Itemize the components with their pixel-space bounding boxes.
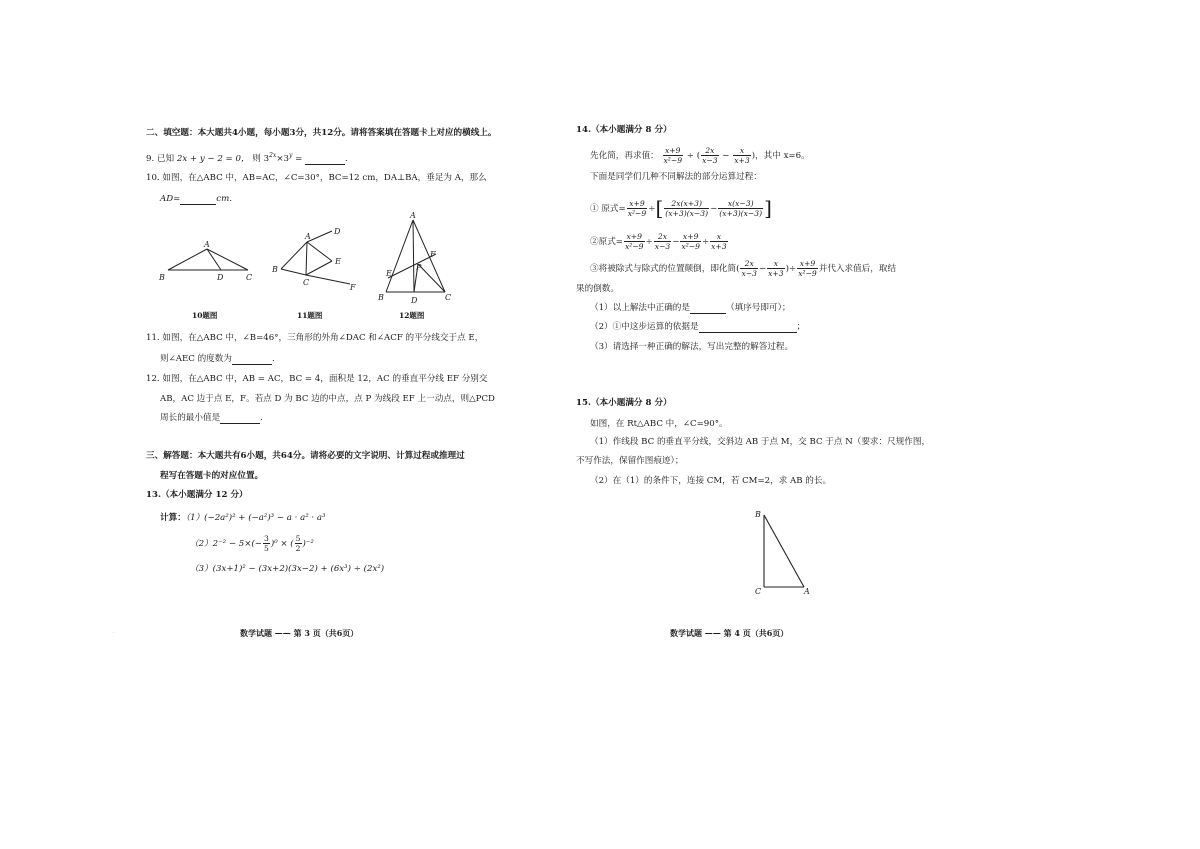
q14-solution-3 bbox=[590, 259, 896, 278]
q10-unit: cm. bbox=[216, 194, 232, 204]
answer-blank bbox=[180, 195, 216, 205]
fig10-label-c: C bbox=[246, 273, 253, 282]
answer-blank bbox=[305, 155, 345, 165]
q14-s2-prefix: ②原式= bbox=[590, 237, 623, 247]
q14-solution-3-line2: 果的倒数。 bbox=[576, 284, 619, 294]
q14-minus: − bbox=[722, 151, 730, 161]
question-10-line2 bbox=[160, 194, 232, 205]
fig11-label-c: C bbox=[303, 278, 310, 287]
q14-p2-prefix: （2）①中这步运算的依据是 bbox=[590, 322, 699, 332]
q14-s3-prefix: ③将被除式与除式的位置颠倒，即化简( bbox=[590, 264, 740, 274]
q9-prefix: 9. 已知 bbox=[146, 154, 175, 164]
q9-base1: 3 bbox=[263, 154, 270, 164]
q14-s3-post: 并代入求值后，取结 bbox=[818, 264, 897, 274]
q9-times: × bbox=[276, 154, 284, 164]
fig15-label-a: A bbox=[804, 587, 810, 596]
fig15-label-c: C bbox=[755, 587, 762, 596]
fig12-label-d: D bbox=[411, 296, 418, 305]
fig11-label-e: E bbox=[335, 257, 341, 266]
question-11-line2: 则∠AEC 的度数为 . bbox=[160, 354, 275, 364]
q13-frac1: $\frac{3}{5}$ bbox=[264, 534, 269, 553]
q13-calc-label: 计算： bbox=[160, 513, 186, 523]
q14-s2-frac1: $\frac{x+9}{\text{x²−9}}$ bbox=[624, 232, 644, 251]
question-14-title: 14.（本小题满分 8 分） bbox=[576, 125, 672, 135]
fig10-label-a: A bbox=[204, 240, 210, 249]
q12-prefix: 周长的最小值是 bbox=[160, 413, 221, 423]
fig12-caption: 12题图 bbox=[399, 311, 425, 320]
fig11-label-f: F bbox=[350, 283, 356, 292]
question-15-line1: 如图，在 Rt△ABC 中，∠C=90°。 bbox=[590, 419, 728, 429]
fig12-label-f: F bbox=[430, 250, 436, 259]
question-12-line3: 周长的最小值是 . bbox=[160, 413, 263, 423]
q13-expr2-post: )⁻² bbox=[302, 539, 314, 549]
section3-header-line1: 三、解答题：本大题共有6小题，共64分。请将必要的文字说明、计算过程或推理过 bbox=[146, 451, 465, 461]
question-14-line2: 下面是同学们几种不同解法的部分运算过程： bbox=[590, 172, 762, 182]
fig11-label-d: D bbox=[334, 227, 341, 236]
q11-prefix: 则∠AEC 的度数为 bbox=[160, 354, 232, 364]
q14-s1-minus: − bbox=[710, 204, 718, 214]
fig11-label-a: A bbox=[305, 232, 311, 241]
fig11-caption: 11题图 bbox=[297, 311, 323, 320]
question-12-line2: AB，AC 边于点 E，F。若点 D 为 BC 边的中点，点 P 为线段 EF 上一动点，则△PCD bbox=[160, 394, 495, 404]
figure-12 bbox=[377, 212, 451, 305]
q14-s2-op2: − bbox=[672, 237, 680, 247]
question-15-line4: （2）在（1）的条件下，连接 CM，若 CM=2，求 AB 的长。 bbox=[590, 476, 832, 486]
fig12-label-b: B bbox=[378, 293, 384, 302]
q9-exp1: 2x bbox=[269, 152, 277, 159]
q9-mid: 则 bbox=[252, 154, 261, 164]
q14-s1-frac1: $\frac{x+9}{\text{x²−9}}$ bbox=[627, 199, 647, 218]
q14-s2-op1: ÷ bbox=[645, 237, 653, 247]
fig12-label-c: C bbox=[445, 293, 452, 302]
fig12-label-e: E bbox=[386, 269, 392, 278]
figure-15 bbox=[750, 505, 820, 600]
q14-s2-frac4: $\frac{x}{x+3}$ bbox=[711, 232, 727, 251]
question-10-line1: 10. 如图，在△ABC 中，AB=AC，∠C=30°，BC=12 cm，DA⊥BA，垂足为 A，那么 bbox=[146, 173, 487, 183]
answer-blank bbox=[699, 323, 797, 333]
q14-s1-op: ÷ bbox=[648, 204, 656, 214]
q14-frac3: $\frac{x}{x+3}$ bbox=[734, 146, 750, 165]
fig10-label-b: B bbox=[159, 273, 165, 282]
fig10-caption: 10题图 bbox=[192, 311, 218, 320]
fig12-label-p: P bbox=[416, 263, 422, 272]
q14-s2-op3: ÷ bbox=[701, 237, 710, 247]
question-13-part2 bbox=[190, 534, 314, 553]
right-page bbox=[576, 0, 1200, 849]
left-bracket: [ bbox=[655, 196, 664, 220]
q13-expr3: （3）(3x+1)² − (3x+2)(3x−2) + (6x³) ÷ (2x²) bbox=[190, 564, 385, 574]
q14-p1-post: （填序号即可）； bbox=[726, 303, 791, 313]
question-13-part1 bbox=[160, 513, 325, 524]
q14-s2-frac2: $\frac{2x}{x-3}$ bbox=[654, 232, 671, 251]
answer-blank bbox=[232, 355, 272, 365]
q14-s3-minus: − bbox=[758, 264, 767, 274]
fig11-label-b: B bbox=[272, 265, 278, 274]
fig15-label-b: B bbox=[755, 510, 761, 519]
question-15-title: 15.（本小题满分 8 分） bbox=[576, 398, 672, 408]
q13-frac2: $\frac{5}{2}$ bbox=[295, 534, 301, 553]
q14-part1 bbox=[590, 303, 790, 314]
q14-frac2: $\frac{2x}{x-3}$ bbox=[702, 146, 718, 165]
right-bracket: ] bbox=[764, 196, 772, 220]
q14-solution-1 bbox=[590, 196, 772, 220]
answer-blank bbox=[690, 304, 726, 314]
question-9: 9. 已知 2x + y − 2 = 0， 则 $3^{2x}\times 3^y$ = . bbox=[146, 152, 348, 164]
scan-mark: · bbox=[113, 630, 115, 636]
q14-frac1: $\frac{x+9}{\text{x²−9}}$ bbox=[663, 146, 683, 165]
q14-s3-frac2: $\frac{x}{x+3}$ bbox=[768, 259, 784, 278]
page4-footer: 数学试题 —— 第 4 页（共6页） bbox=[670, 628, 789, 638]
question-15-line2: （1）作线段 BC 的垂直平分线，交斜边 AB 于点 M，交 BC 于点 N（要求：尺规作图， bbox=[590, 437, 931, 447]
q14-s1-frac3: $\frac{x(x-3)}{(x+3)(x-3)}$ bbox=[719, 199, 763, 218]
question-14-line1 bbox=[590, 146, 810, 165]
section2-header: 二、填空题：本大题共4小题，每小题3分，共12分。请将答案填在答题卡上对应的横线上。 bbox=[146, 128, 497, 138]
question-12-line1: 12. 如图，在△ABC 中，AB = AC，BC = 4，面积是 12，AC 的垂直平分线 EF 分别交 bbox=[146, 374, 488, 384]
q13-expr2-mid: )⁰ × ( bbox=[270, 539, 294, 549]
q14-p1-prefix: （1）以上解法中正确的是 bbox=[590, 303, 690, 313]
q14-part2 bbox=[590, 322, 805, 333]
fig12-label-a: A bbox=[410, 212, 416, 220]
section3-header-line2: 程写在答题卡的对应位置。 bbox=[160, 471, 264, 481]
q9-eqsign: = bbox=[295, 154, 303, 164]
q13-expr2-pre: （2）2⁻² − 5×(− bbox=[190, 539, 262, 549]
q14-part3: （3）请选择一种正确的解法，写出完整的解答过程。 bbox=[590, 342, 794, 352]
q13-expr1: （1）(−2a²)² + (−a²)³ − a · a² · a³ bbox=[185, 513, 326, 523]
q14-post: )，其中 x=6。 bbox=[751, 151, 810, 161]
answer-blank bbox=[220, 414, 260, 424]
question-13-title: 13.（本小题满分 12 分） bbox=[146, 490, 248, 500]
q10-ad: AD= bbox=[160, 194, 181, 204]
page3-footer: 数学试题 —— 第 3 页（共6页） bbox=[240, 628, 359, 638]
question-13-part3 bbox=[190, 564, 384, 575]
figure-11 bbox=[271, 227, 356, 292]
fig10-label-d: D bbox=[217, 273, 224, 282]
q14-prefix: 先化简，再求值： bbox=[590, 151, 659, 161]
q14-s1-prefix: ① 原式= bbox=[590, 204, 626, 214]
q14-op1: ÷ ( bbox=[686, 151, 701, 161]
q14-solution-2 bbox=[590, 232, 729, 251]
q9-equation: 2x + y − 2 = 0， bbox=[176, 154, 250, 164]
figures-q10-q12 bbox=[150, 212, 470, 307]
q9-base2: 3 bbox=[283, 154, 289, 164]
q14-s1-frac2: $\frac{2x(x+3)}{(x+3)(x-3)}$ bbox=[665, 199, 709, 218]
q14-s3-frac3: $\frac{x+9}{\text{x²−9}}$ bbox=[798, 259, 817, 278]
question-11-line1: 11. 如图，在△ABC 中，∠B=46°，三角形的外角∠DAC 和∠ACF 的平分线交于点 E， bbox=[146, 333, 484, 343]
question-15-line3: 不写作法，保留作图痕迹）； bbox=[576, 456, 684, 466]
figure-10 bbox=[158, 240, 252, 282]
q14-s2-frac3: $\frac{x+9}{\text{x²−9}}$ bbox=[681, 232, 700, 251]
q14-p2-post: ； bbox=[796, 322, 806, 332]
q14-s3-frac1: $\frac{2x}{x-3}$ bbox=[741, 259, 757, 278]
q14-s3-mid: )÷ bbox=[785, 264, 797, 274]
q9-exp2: y bbox=[288, 152, 293, 159]
